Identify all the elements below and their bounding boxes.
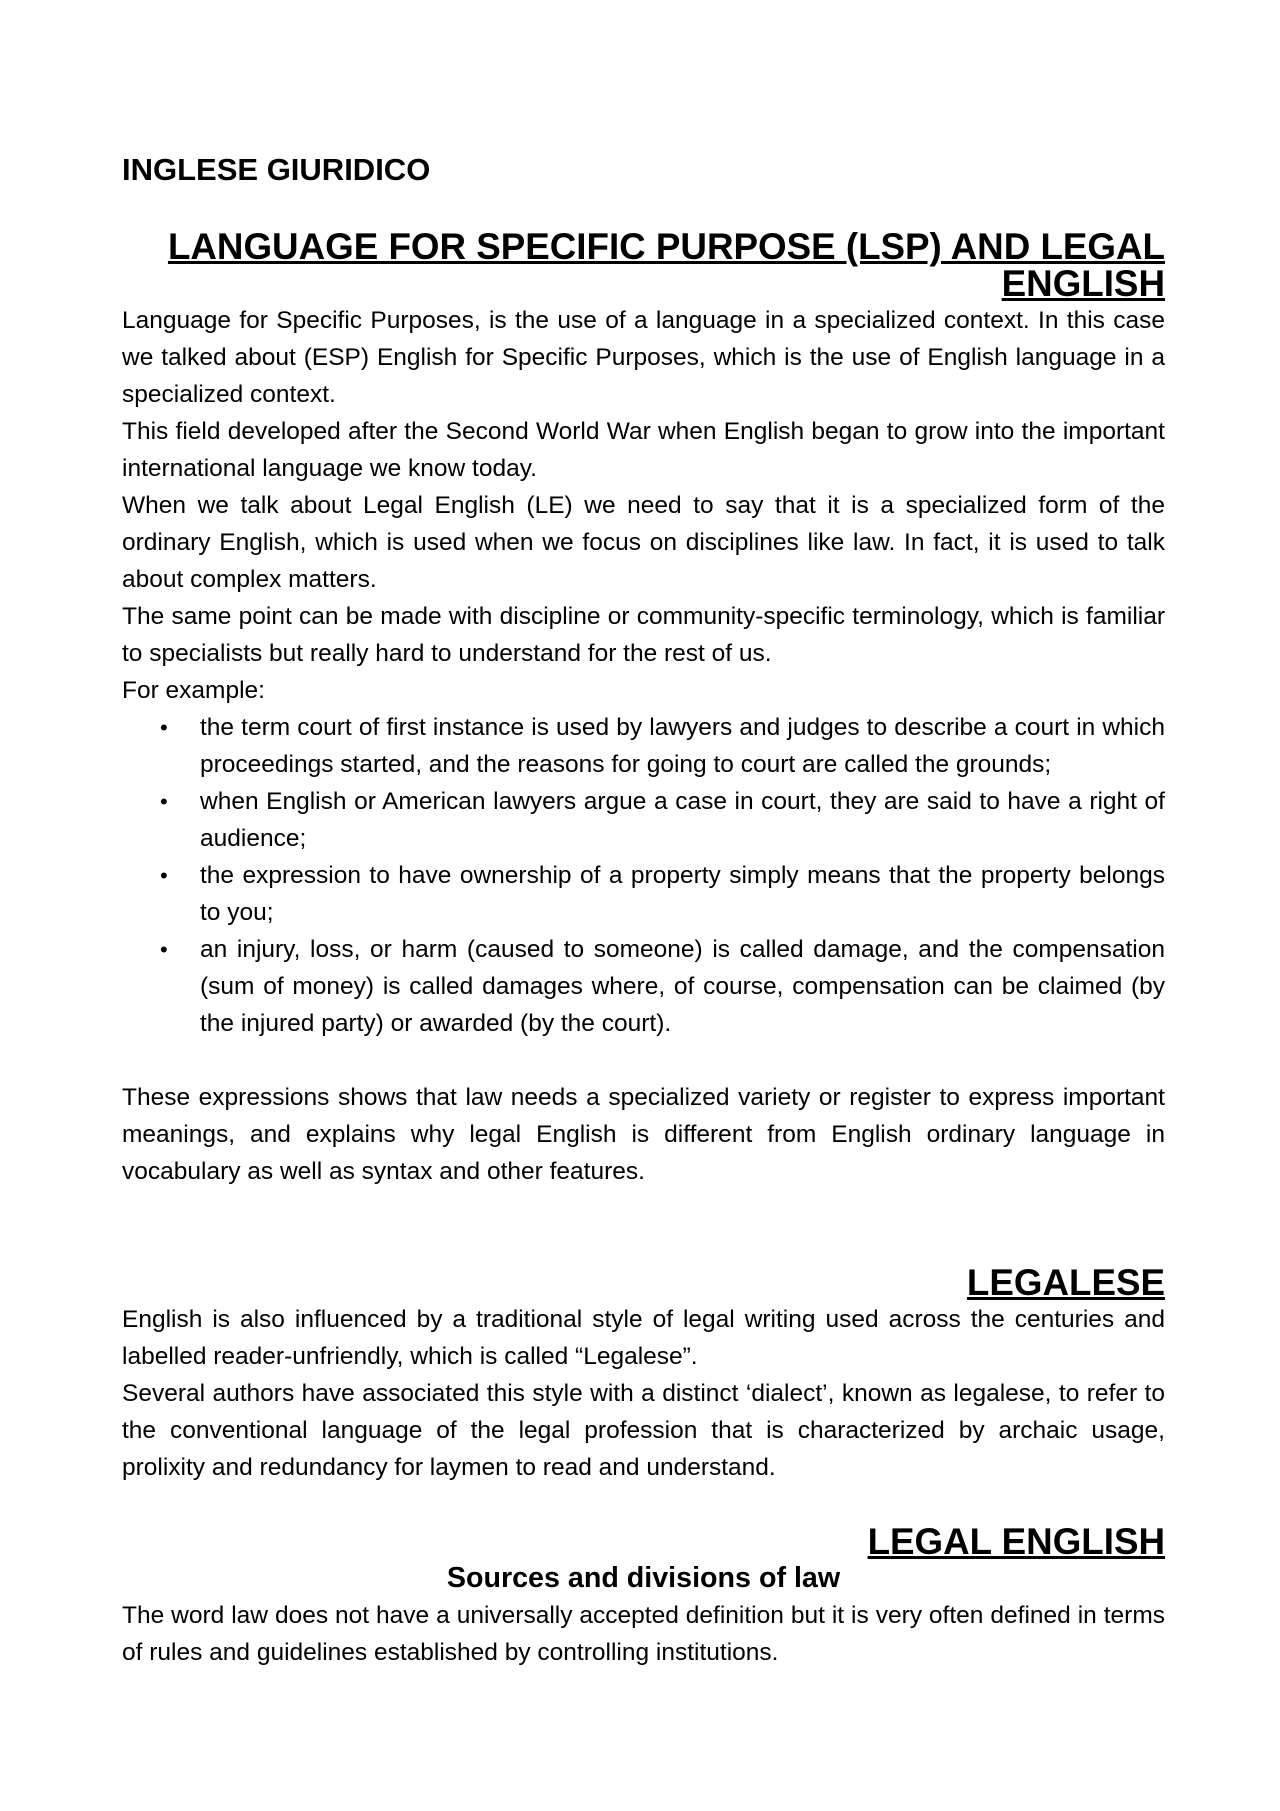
spacer	[122, 1190, 1165, 1227]
section-heading-lsp: LANGUAGE FOR SPECIFIC PURPOSE (LSP) AND LEGAL ENGLISH	[167, 226, 1165, 304]
section-heading-legalese: LEGALESE	[966, 1262, 1165, 1303]
document-page	[122, 150, 1165, 1671]
list-item	[160, 783, 1165, 857]
spacer	[122, 1042, 1165, 1079]
paragraph: Several authors have associated this style with a distinct ‘dialect’, known as legalese, to refer to the conventional language of the legal profession that is characterized by archaic usage, prolixity and redundancy for laymen to read and understand.	[122, 1380, 1165, 1481]
list-item-text: the expression to have ownership of a property simply means that the property belongs to you;	[200, 862, 1165, 926]
paragraph: English is also influenced by a traditional style of legal writing used across the centuries and labelled reader-unfriendly, which is called “Legalese”.	[122, 1306, 1165, 1370]
list-item-text: the term court of first instance is used by lawyers and judges to describe a court in which proceedings started, and the reasons for going to court are called the grounds;	[200, 714, 1165, 778]
list-item	[160, 709, 1165, 783]
paragraph: This field developed after the Second World War when English began to grow into the important international language we know today.	[122, 418, 1165, 482]
spacer	[122, 1486, 1165, 1523]
paragraph: For example:	[122, 677, 265, 704]
list-item-text: an injury, loss, or harm (caused to someone) is called damage, and the compensation (sum of money) is called damages where, of course, compensation can be claimed (by the injured party) or awarded (by the court).	[200, 936, 1165, 1037]
document-title: INGLESE GIURIDICO	[122, 152, 431, 187]
paragraph: These expressions shows that law needs a specialized variety or register to express important meanings, and explains why legal English is different from English ordinary language in vocabulary as well as syntax and other features.	[122, 1084, 1165, 1185]
bullet-icon: •	[160, 937, 168, 962]
examples-list	[122, 709, 1165, 1042]
bullet-icon: •	[160, 789, 168, 814]
list-item-text: when English or American lawyers argue a case in court, they are said to have a right of audience;	[200, 788, 1165, 852]
section-subheading: Sources and divisions of law	[446, 1562, 841, 1594]
paragraph: When we talk about Legal English (LE) we need to say that it is a specialized form of the ordinary English, which is used when we focus on disciplines like law. In fact, it is used to talk about complex matters.	[122, 492, 1165, 593]
section-heading-legal-english: LEGAL ENGLISH	[867, 1521, 1165, 1562]
paragraph: Language for Specific Purposes, is the use of a language in a specialized context. In this case we talked about (ESP) English for Specific Purposes, which is the use of English language in a specialized context.	[122, 307, 1165, 408]
section-lsp	[122, 228, 1165, 1190]
bullet-icon: •	[160, 715, 168, 740]
paragraph: The word law does not have a universally accepted definition but it is very often defined in terms of rules and guidelines established by controlling institutions.	[122, 1602, 1165, 1666]
list-item	[160, 931, 1165, 1042]
spacer	[122, 1227, 1165, 1264]
bullet-icon: •	[160, 863, 168, 888]
list-item	[160, 857, 1165, 931]
paragraph: The same point can be made with discipline or community-specific terminology, which is familiar to specialists but really hard to understand for the rest of us.	[122, 603, 1165, 667]
section-legal-english	[122, 1523, 1165, 1671]
section-legalese	[122, 1264, 1165, 1486]
